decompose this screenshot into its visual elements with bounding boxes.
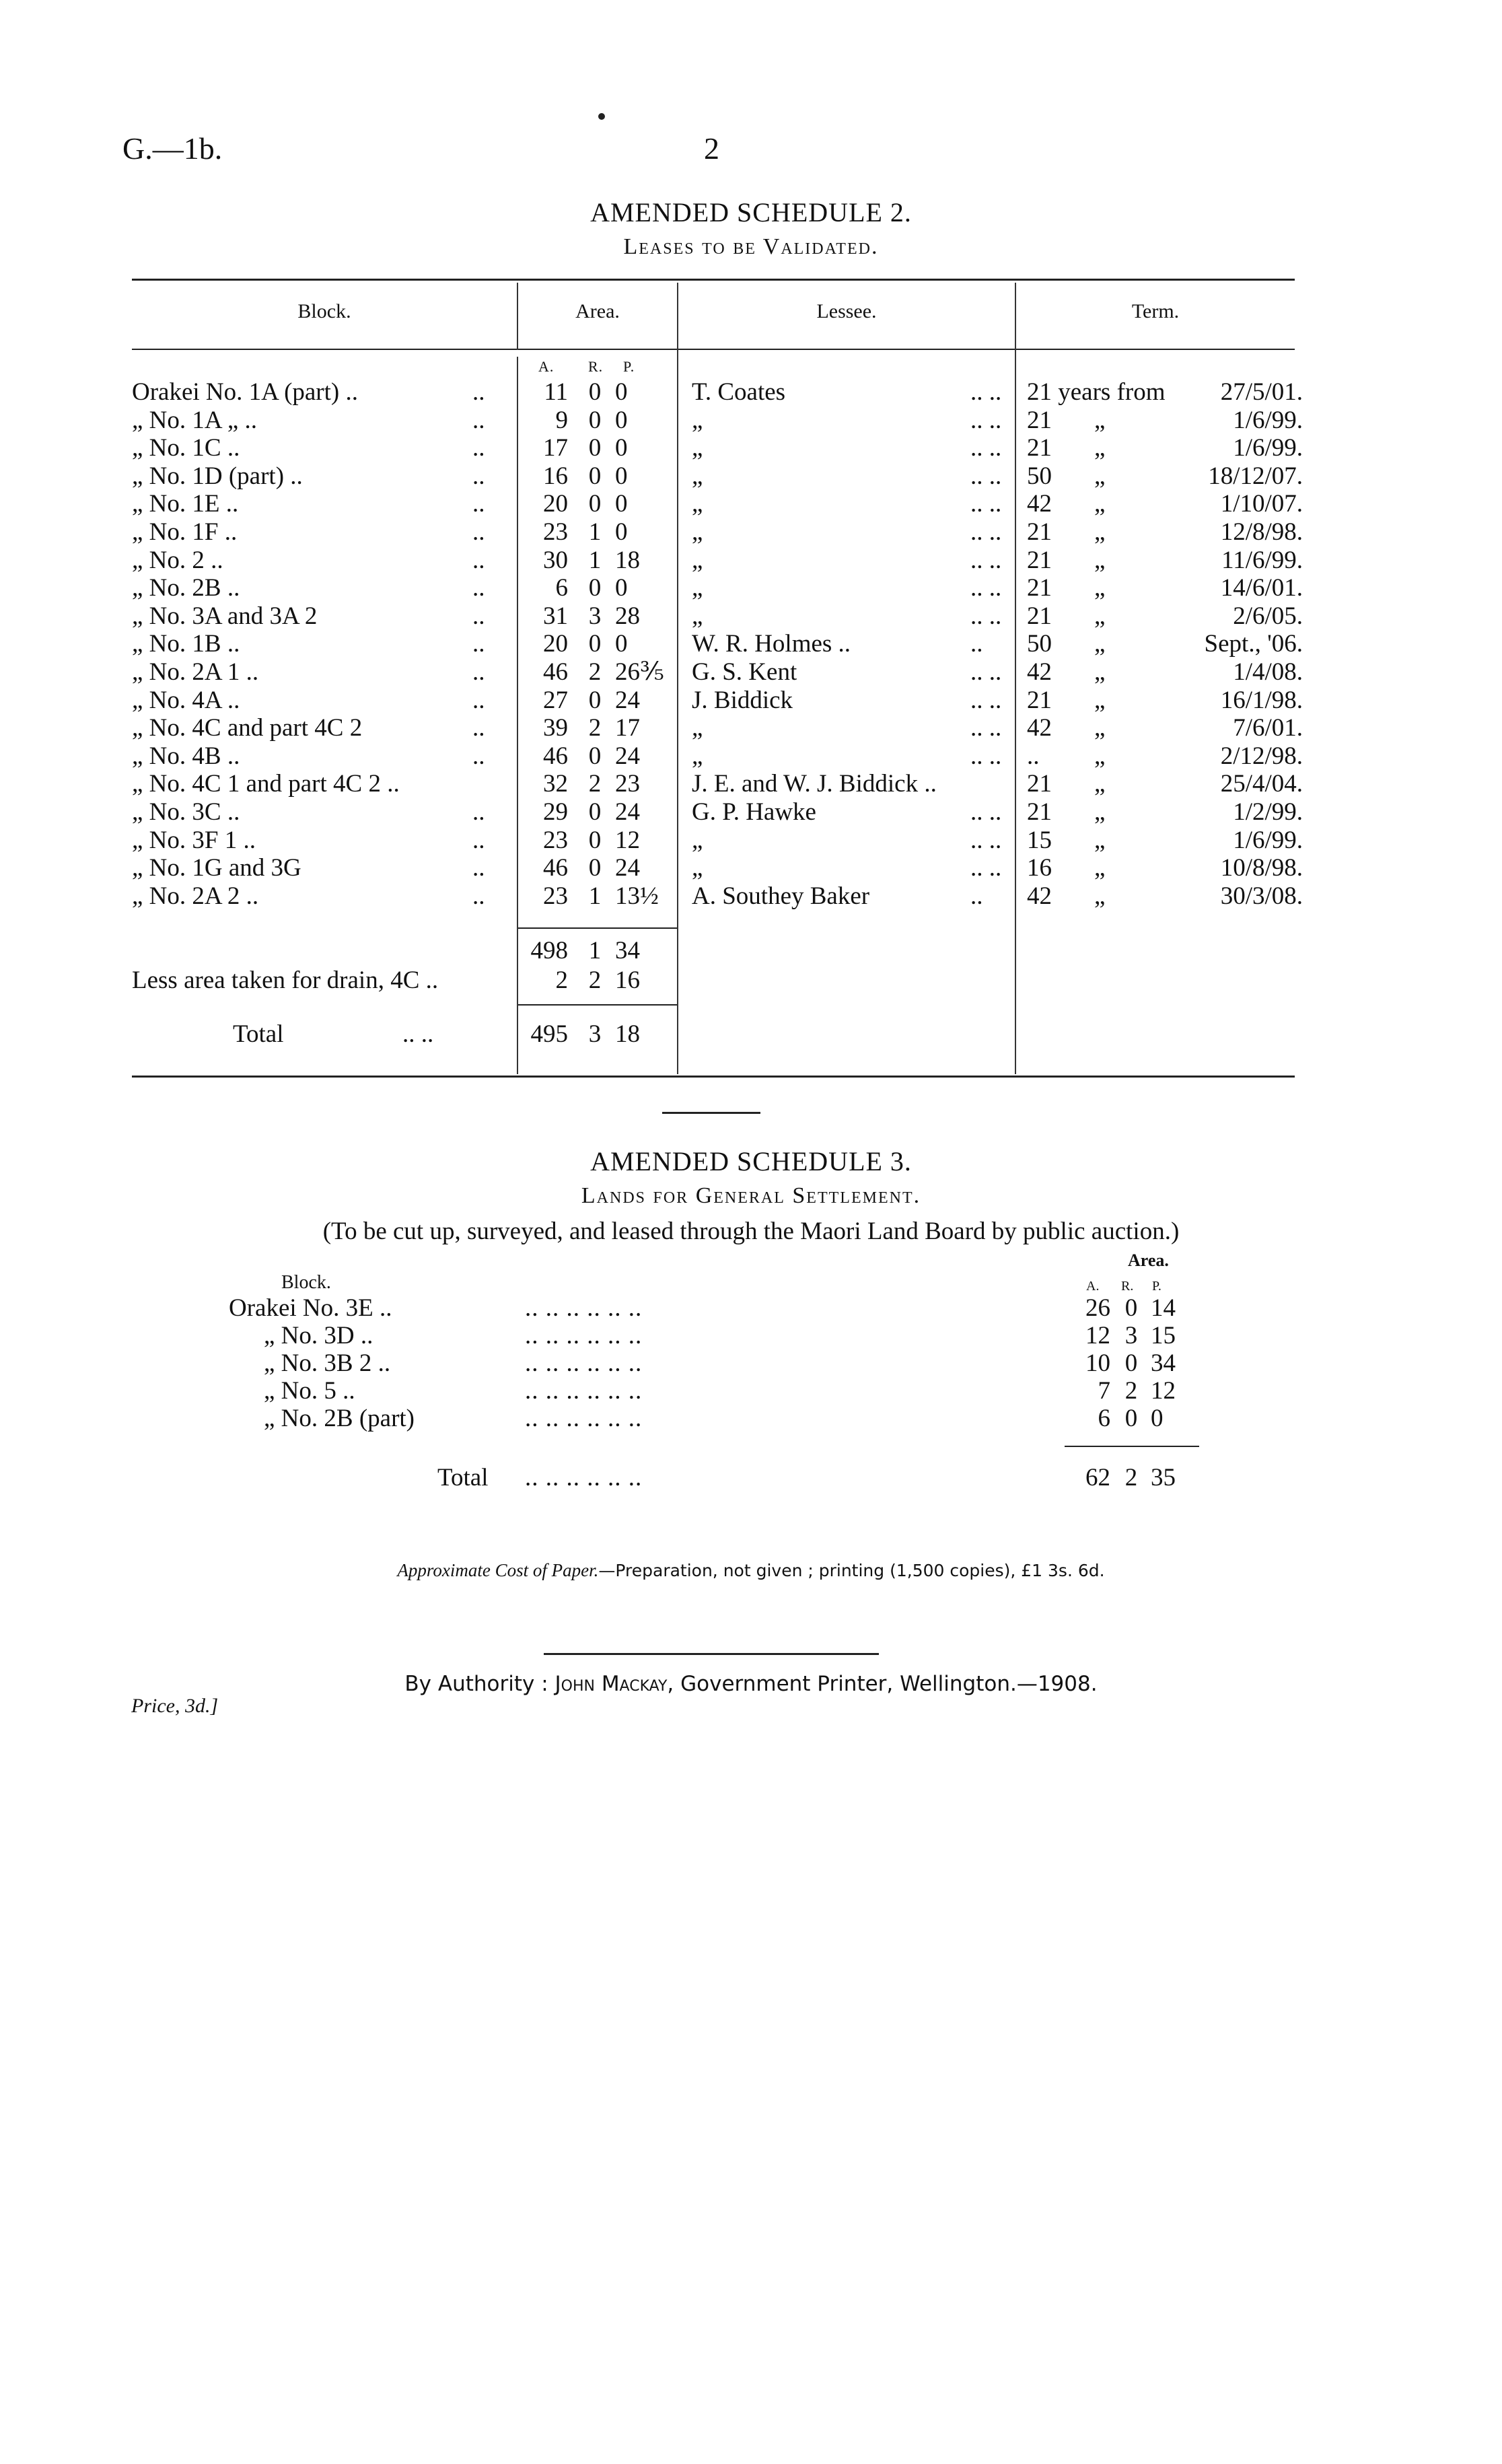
row-dots2: .. .. (970, 518, 1002, 546)
row-perches: 0 (615, 406, 628, 434)
row-date: 16/1/98. (1220, 686, 1303, 714)
row-block: „ No. 1G and 3G (132, 854, 301, 882)
row-ditto: „ (1094, 826, 1106, 854)
row-date: 14/6/01. (1220, 574, 1303, 602)
s3-acres: 12 (1085, 1322, 1110, 1349)
row-ditto: „ (1094, 546, 1106, 574)
row-acres: 46 (543, 742, 568, 770)
row-ditto: „ (1094, 406, 1106, 434)
row-dots2: .. .. (970, 490, 1002, 518)
table-row (132, 687, 1303, 715)
row-years: 21 (1027, 518, 1052, 546)
row-block: „ No. 2 .. (132, 546, 223, 574)
row-perches: 23 (615, 770, 640, 798)
row-block: „ No. 1E .. (132, 490, 239, 518)
row-dots2: .. .. (970, 742, 1002, 770)
row-perches: 24 (615, 798, 640, 826)
schedule3-area-header: Area. (1128, 1251, 1169, 1270)
subtotal-r: 1 (588, 937, 602, 964)
row-lessee: „ (692, 742, 703, 770)
s3-acres: 6 (1098, 1405, 1110, 1432)
row-dots2: .. .. (970, 798, 1002, 826)
document-id: G.—1b. (122, 131, 223, 166)
row-perches: 17 (615, 714, 640, 742)
col-header-term: Term. (1131, 300, 1180, 322)
row-date: 1/2/99. (1233, 798, 1303, 826)
table-row (132, 547, 1303, 575)
row-dots: .. (472, 854, 485, 882)
row-date: 1/10/07. (1220, 490, 1303, 518)
schedule2-title: AMENDED SCHEDULE 2. (590, 197, 912, 227)
row-years: .. (1027, 742, 1040, 770)
row-acres: 11 (544, 378, 568, 406)
total-dots: .. .. (402, 1020, 434, 1048)
s3-roods: 2 (1124, 1377, 1138, 1405)
row-block: „ No. 1D (part) .. (132, 462, 303, 490)
list-item (229, 1350, 1205, 1377)
row-acres: 16 (543, 462, 568, 490)
row-dots: .. (472, 518, 485, 546)
row-perches: 0 (615, 574, 628, 602)
schedule3-subtitle: Lands for General Settlement. (581, 1183, 921, 1208)
row-acres: 23 (543, 518, 568, 546)
row-ditto: „ (1094, 574, 1106, 602)
row-lessee: G. S. Kent (692, 658, 797, 686)
row-date: 11/6/99. (1221, 546, 1303, 574)
row-date: 30/3/08. (1220, 882, 1303, 910)
printer-name: John Mackay, (555, 1672, 674, 1696)
row-date: 7/6/01. (1233, 714, 1303, 742)
row-block: „ No. 1B .. (132, 630, 240, 658)
row-dots: .. (472, 378, 485, 406)
row-ditto: „ (1094, 714, 1106, 742)
row-lessee: „ (692, 406, 703, 434)
authority-line (0, 1672, 1502, 1696)
row-perches: 12 (615, 826, 640, 854)
s3-acres: 10 (1085, 1349, 1110, 1377)
row-roods: 0 (588, 462, 602, 490)
schedule3-title: AMENDED SCHEDULE 3. (590, 1146, 912, 1176)
row-perches: 28 (615, 602, 640, 630)
row-date: 18/12/07. (1208, 462, 1303, 490)
row-lessee: „ (692, 602, 703, 630)
row-perches: 0 (615, 490, 628, 518)
row-block: „ No. 2A 1 .. (132, 658, 259, 686)
row-lessee: „ (692, 826, 703, 854)
row-roods: 2 (588, 714, 602, 742)
s3-acres: 7 (1098, 1377, 1110, 1405)
row-years: 21 (1027, 798, 1052, 826)
s3-roods: 0 (1124, 1405, 1138, 1432)
s3-total-p: 35 (1151, 1464, 1176, 1491)
row-dots2: .. .. (970, 686, 1002, 714)
row-ditto: „ (1094, 630, 1106, 658)
row-dots: .. (472, 714, 485, 742)
row-dots2: .. (970, 882, 983, 910)
row-roods: 2 (588, 770, 602, 798)
row-lessee: W. R. Holmes .. (692, 630, 851, 658)
row-lessee: „ (692, 490, 703, 518)
total-rule (518, 1004, 677, 1006)
s3-perches: 34 (1151, 1349, 1176, 1377)
row-acres: 20 (543, 490, 568, 518)
row-ditto: „ (1094, 518, 1106, 546)
s3-total-rule (1065, 1446, 1199, 1447)
less-label: Less area taken for drain, 4C .. (132, 966, 439, 994)
row-acres: 9 (555, 406, 568, 434)
subtotal-a: 498 (530, 937, 568, 964)
row-date: 1/6/99. (1233, 406, 1303, 434)
row-roods: 0 (588, 686, 602, 714)
row-ditto: „ (1094, 686, 1106, 714)
row-block: „ No. 4B .. (132, 742, 240, 770)
row-years: 21 (1027, 434, 1052, 462)
row-roods: 2 (588, 658, 602, 686)
row-lessee: „ (692, 714, 703, 742)
row-dots2: .. (970, 630, 983, 658)
row-date: 12/8/98. (1220, 518, 1303, 546)
subtotal-row (132, 937, 1303, 965)
table-row (132, 518, 1303, 547)
row-dots: .. (472, 798, 485, 826)
less-row (132, 966, 1303, 995)
table-row (132, 602, 1303, 631)
table-row (132, 882, 1303, 911)
col-header-block: Block. (297, 300, 351, 322)
row-years: 21 (1027, 406, 1052, 434)
row-perches: 0 (615, 518, 628, 546)
cost-of-paper (0, 1560, 1502, 1581)
row-ditto: „ (1094, 490, 1106, 518)
row-roods: 1 (588, 518, 602, 546)
row-roods: 0 (588, 742, 602, 770)
row-block: „ No. 2A 2 .. (132, 882, 259, 910)
row-dots: .. (472, 630, 485, 658)
s3-perches: 12 (1151, 1377, 1176, 1405)
s3-perches: 15 (1151, 1322, 1176, 1349)
s3-block: Orakei No. 3E .. (229, 1294, 392, 1322)
unit-roods: R. (588, 358, 604, 375)
s3-roods: 0 (1124, 1294, 1138, 1322)
row-lessee: G. P. Hawke (692, 798, 816, 826)
list-item (229, 1405, 1205, 1432)
row-ditto: „ (1094, 658, 1106, 686)
section-separator (662, 1112, 760, 1114)
row-acres: 6 (555, 574, 568, 602)
row-years: 15 (1027, 826, 1052, 854)
row-ditto: „ (1094, 770, 1106, 798)
s3-roods: 3 (1124, 1322, 1138, 1349)
row-perches: 24 (615, 686, 640, 714)
row-lessee: „ (692, 574, 703, 602)
row-perches: 26⅗ (615, 658, 664, 686)
page-number: 2 (704, 131, 719, 166)
row-acres: 29 (543, 798, 568, 826)
table-bottom-rule (132, 1076, 1295, 1078)
row-roods: 0 (588, 854, 602, 882)
row-lessee: „ (692, 434, 703, 462)
s3-total-label: Total (437, 1464, 489, 1491)
row-years: 42 (1027, 882, 1052, 910)
authority-prefix: By Authority : (404, 1672, 548, 1696)
row-block: Orakei No. 1A (part) .. (132, 378, 358, 406)
s3-leader: .. .. .. .. .. .. (525, 1377, 643, 1405)
row-roods: 0 (588, 378, 602, 406)
row-block: „ No. 4C and part 4C 2 (132, 714, 363, 742)
row-block: „ No. 4A .. (132, 686, 240, 714)
row-dots2: .. .. (970, 434, 1002, 462)
row-block: „ No. 2B .. (132, 574, 240, 602)
schedule2-subtitle: Leases to be Validated. (623, 234, 879, 259)
s3-roods: 0 (1124, 1349, 1138, 1377)
table-row (132, 462, 1303, 491)
row-ditto: „ (1094, 798, 1106, 826)
row-date: 27/5/01. (1220, 378, 1303, 406)
row-dots2: .. .. (970, 714, 1002, 742)
s3-perches: 0 (1151, 1405, 1164, 1432)
total-r: 3 (588, 1020, 602, 1048)
col-header-area: Area. (575, 300, 620, 322)
row-years: 21 (1027, 574, 1052, 602)
row-dots: .. (472, 406, 485, 434)
row-date: 1/6/99. (1233, 826, 1303, 854)
row-perches: 13½ (615, 882, 659, 910)
row-acres: 39 (543, 714, 568, 742)
row-acres: 46 (543, 854, 568, 882)
row-date: Sept., '06. (1204, 630, 1303, 658)
table-row (132, 630, 1303, 658)
row-acres: 27 (543, 686, 568, 714)
row-roods: 0 (588, 490, 602, 518)
schedule3-note: (To be cut up, surveyed, and leased through the Maori Land Board by public auction.) (322, 1218, 1180, 1245)
row-lessee: „ (692, 462, 703, 490)
row-date: 2/6/05. (1233, 602, 1303, 630)
row-dots2: .. .. (970, 602, 1002, 630)
s3-leader: .. .. .. .. .. .. (525, 1405, 643, 1432)
row-years: 16 (1027, 854, 1052, 882)
list-item (229, 1295, 1205, 1322)
row-acres: 31 (543, 602, 568, 630)
s3-leader: .. .. .. .. .. .. (525, 1294, 643, 1322)
table-row (132, 854, 1303, 882)
table-row (132, 574, 1303, 602)
s3-block: „ No. 3D .. (264, 1322, 373, 1349)
row-dots: .. (472, 742, 485, 770)
row-block: „ No. 3C .. (132, 798, 240, 826)
row-years: 21 years from (1027, 378, 1166, 406)
row-dots2: .. .. (970, 854, 1002, 882)
table-row (132, 742, 1303, 771)
authority-suffix: Government Printer, Wellington.—1908. (680, 1672, 1098, 1696)
row-block: „ No. 1A „ .. (132, 406, 257, 434)
s3-unit-roods: R. (1121, 1279, 1134, 1294)
s3-total-r: 2 (1124, 1464, 1138, 1491)
row-lessee: „ (692, 854, 703, 882)
row-block: „ No. 1F .. (132, 518, 238, 546)
stray-dot (598, 113, 605, 120)
s3-total-leader: .. .. .. .. .. .. (525, 1464, 643, 1491)
row-perches: 24 (615, 854, 640, 882)
row-acres: 23 (543, 826, 568, 854)
s3-leader: .. .. .. .. .. .. (525, 1322, 643, 1349)
s3-unit-acres: A. (1086, 1279, 1100, 1294)
row-lessee: A. Southey Baker (692, 882, 870, 910)
table-row (132, 490, 1303, 518)
price: Price, 3d.] (131, 1695, 219, 1717)
row-roods: 0 (588, 574, 602, 602)
row-acres: 23 (543, 882, 568, 910)
row-date: 2/12/98. (1220, 742, 1303, 770)
row-lessee: „ (692, 518, 703, 546)
row-roods: 0 (588, 434, 602, 462)
row-dots: .. (472, 602, 485, 630)
table-row (132, 770, 1303, 798)
row-years: 42 (1027, 490, 1052, 518)
cost-label: Approximate Cost of Paper. (397, 1560, 599, 1580)
row-dots: .. (472, 658, 485, 686)
schedule3-block-header: Block. (281, 1272, 331, 1293)
s3-acres: 26 (1085, 1294, 1110, 1322)
row-date: 25/4/04. (1220, 770, 1303, 798)
less-p: 16 (615, 966, 640, 994)
row-lessee: T. Coates (692, 378, 786, 406)
row-dots2: .. .. (970, 546, 1002, 574)
table-row (132, 714, 1303, 742)
total-a: 495 (530, 1020, 568, 1048)
row-years: 50 (1027, 462, 1052, 490)
row-dots: .. (472, 434, 485, 462)
row-dots2: .. .. (970, 658, 1002, 686)
total-p: 18 (615, 1020, 640, 1048)
row-perches: 18 (615, 546, 640, 574)
row-years: 21 (1027, 686, 1052, 714)
row-years: 42 (1027, 658, 1052, 686)
row-dots: .. (472, 490, 485, 518)
cost-text: —Preparation, not given ; printing (1,500 copies), £1 3s. 6d. (598, 1561, 1105, 1580)
row-ditto: „ (1094, 742, 1106, 770)
s3-unit-perches: P. (1152, 1279, 1161, 1294)
less-r: 2 (588, 966, 602, 994)
row-dots2: .. .. (970, 574, 1002, 602)
col-header-lessee: Lessee. (816, 300, 877, 322)
table-row (132, 658, 1303, 687)
subtotal-rule (518, 927, 677, 929)
row-lessee: J. E. and W. J. Biddick .. (692, 770, 937, 798)
row-dots: .. (472, 826, 485, 854)
table-row (132, 798, 1303, 826)
row-dots2: .. .. (970, 826, 1002, 854)
less-a: 2 (555, 966, 568, 994)
row-perches: 0 (615, 630, 628, 658)
s3-total-row (229, 1465, 1205, 1491)
row-roods: 0 (588, 798, 602, 826)
row-roods: 0 (588, 630, 602, 658)
row-years: 21 (1027, 602, 1052, 630)
row-dots2: .. .. (970, 378, 1002, 406)
row-years: 21 (1027, 770, 1052, 798)
table-top-rule (132, 279, 1295, 281)
table-row (132, 407, 1303, 435)
row-years: 50 (1027, 630, 1052, 658)
s3-block: „ No. 2B (part) (264, 1405, 415, 1432)
total-row (132, 1020, 1303, 1049)
unit-acres: A. (538, 358, 555, 375)
row-ditto: „ (1094, 434, 1106, 462)
row-perches: 0 (615, 378, 628, 406)
table-row (132, 434, 1303, 462)
s3-block: „ No. 5 .. (264, 1377, 355, 1405)
row-dots: .. (472, 686, 485, 714)
row-years: 21 (1027, 546, 1052, 574)
row-block: „ No. 1C .. (132, 434, 240, 462)
row-lessee: „ (692, 546, 703, 574)
row-lessee: J. Biddick (692, 686, 793, 714)
row-dots: .. (472, 574, 485, 602)
row-years: 42 (1027, 714, 1052, 742)
row-roods: 3 (588, 602, 602, 630)
row-roods: 0 (588, 826, 602, 854)
row-perches: 0 (615, 434, 628, 462)
row-acres: 20 (543, 630, 568, 658)
table-row (132, 378, 1303, 407)
row-perches: 24 (615, 742, 640, 770)
row-dots: .. (472, 462, 485, 490)
row-acres: 17 (543, 434, 568, 462)
row-block: „ No. 3F 1 .. (132, 826, 256, 854)
row-perches: 0 (615, 462, 628, 490)
row-date: 10/8/98. (1220, 854, 1303, 882)
row-ditto: „ (1094, 462, 1106, 490)
row-acres: 30 (543, 546, 568, 574)
row-date: 1/4/08. (1233, 658, 1303, 686)
row-block: „ No. 4C 1 and part 4C 2 .. (132, 770, 400, 798)
list-item (229, 1323, 1205, 1349)
unit-perches: P. (623, 358, 635, 375)
table-header-rule (132, 349, 1295, 350)
row-block: „ No. 3A and 3A 2 (132, 602, 318, 630)
row-dots2: .. .. (970, 406, 1002, 434)
row-dots: .. (472, 546, 485, 574)
row-ditto: „ (1094, 854, 1106, 882)
row-roods: 1 (588, 882, 602, 910)
row-ditto: „ (1094, 882, 1106, 910)
list-item (229, 1378, 1205, 1405)
row-dots2: .. .. (970, 462, 1002, 490)
table-row (132, 826, 1303, 855)
row-acres: 46 (543, 658, 568, 686)
s3-total-a: 62 (1085, 1464, 1110, 1491)
s3-perches: 14 (1151, 1294, 1176, 1322)
row-dots: .. (472, 882, 485, 910)
s3-block: „ No. 3B 2 .. (264, 1349, 391, 1377)
authority-rule (544, 1653, 879, 1655)
row-date: 1/6/99. (1233, 434, 1303, 462)
total-label: Total (233, 1020, 284, 1048)
s3-leader: .. .. .. .. .. .. (525, 1349, 643, 1377)
row-roods: 0 (588, 406, 602, 434)
row-roods: 1 (588, 546, 602, 574)
subtotal-p: 34 (615, 937, 640, 964)
row-acres: 32 (543, 770, 568, 798)
row-ditto: „ (1094, 602, 1106, 630)
